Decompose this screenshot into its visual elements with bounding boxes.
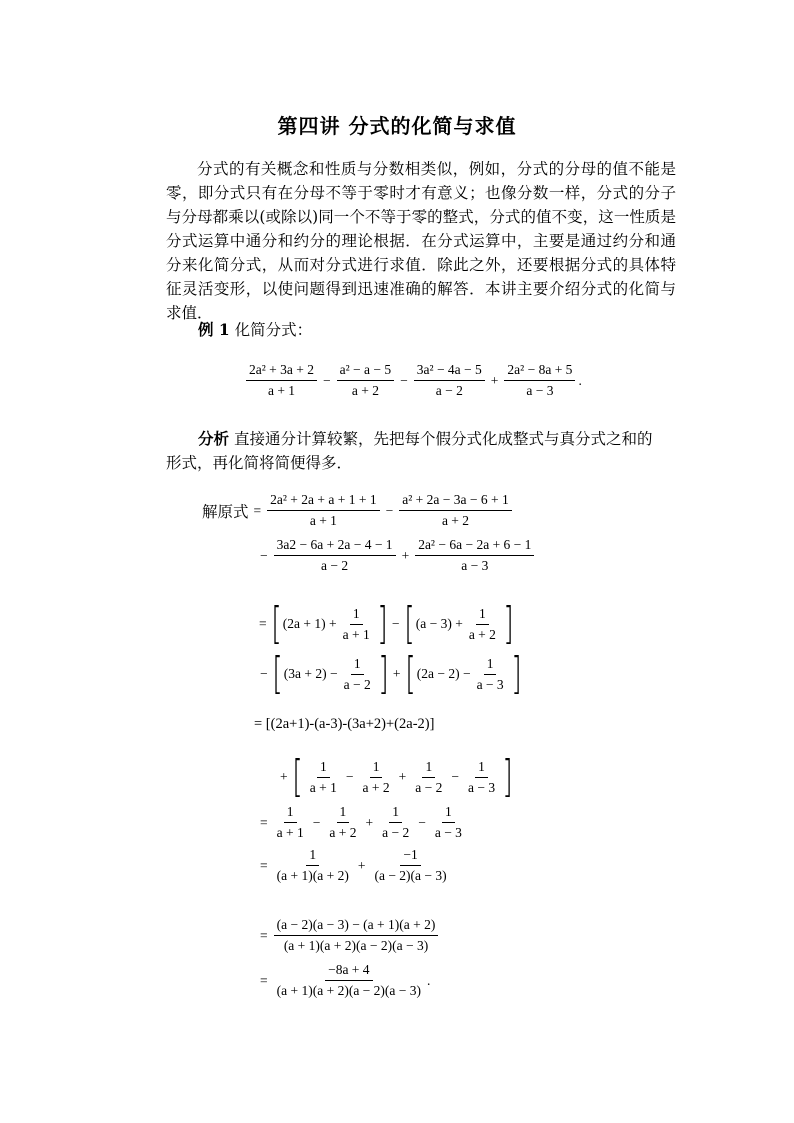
fraction: $\frac{-8a + 4}{(a + 1)(a + 2)(a - 2)(a - 3)}$: [276, 962, 422, 998]
example-label: 例 1: [198, 320, 230, 339]
solution-step-4: − [ (3a + 2) − $\frac{1}{a - 2}$ ] + [ (2a − 2) − $\frac{1}{a - 3}$ ]: [260, 648, 522, 699]
intro-paragraph: 分式的有关概念和性质与分数相类似，例如，分式的分母的值不能是零，即分式只有在分母不等于零时才有意义；也像分数一样，分式的分子与分母都乘以(或除以)同一个不等于零的整式，分式的值不变，这一性质是分式运算中通分和约分的理论根据．在分式运算中，主要是通过约分和通分来化简分式，从而对分式进行求值．除此之外，还要根据分式的具体特征灵活变形，以使问题得到迅速准确的解答．本讲主要介绍分式的化简与求值．: [166, 160, 676, 322]
left-bracket: [: [272, 648, 283, 699]
fraction: $\frac{1}{(a + 1)(a + 2)}$: [276, 847, 349, 883]
fraction: $\frac{\text{2a² + 2a + a + 1 + 1}}{a + 1}$: [267, 492, 379, 529]
analysis-line-1: 分析 直接通分计算较繁，先把每个假分式化成整式与真分式之和的: [198, 429, 653, 448]
example-heading: [198, 318, 312, 342]
solution-step-1: 解原式 = $\frac{\text{2a² + 2a + a + 1 + 1}}{a + 1}$ − $\frac{\text{a² + 2a − 3a − 6 + 1}}{a + 2}$: [202, 492, 515, 529]
fraction: $\frac{-1}{(a - 2)(a - 3)}$: [374, 847, 447, 883]
right-bracket: ]: [503, 598, 514, 649]
analysis-label: 分析: [198, 429, 230, 448]
left-bracket: [: [404, 648, 416, 699]
left-bracket: [: [403, 598, 415, 649]
fraction: $\frac{\text{3a² − 4a − 5}}{a - 2}$: [414, 362, 485, 399]
fraction: $\frac{1}{a - 3}$: [434, 804, 462, 840]
fraction: $\frac{1}{a + 2}$: [468, 605, 496, 642]
left-bracket: [: [292, 751, 303, 802]
fraction: $\frac{\text{2a² + 3a + 2}}{a + 1}$: [246, 362, 317, 399]
lecture-title: 第四讲 分式的化简与求值: [277, 114, 517, 138]
right-bracket: ]: [378, 648, 389, 699]
analysis-line-2: 形式，再化简将简便得多．: [166, 454, 353, 472]
fraction: $\frac{1}{a + 1}$: [309, 758, 337, 795]
right-bracket: ]: [377, 598, 388, 649]
right-bracket: ]: [511, 648, 522, 699]
solution-step-5: = [(2a+1)-(a-3)-(3a+2)+(2a-2)]: [254, 716, 435, 732]
left-bracket: [: [271, 598, 282, 649]
fraction: $\frac{1}{a + 1}$: [276, 804, 304, 840]
fraction: $\frac{1}{a + 2}$: [362, 758, 390, 795]
problem-expression: $\frac{\text{2a² + 3a + 2}}{a + 1}$ − $\frac{\text{a² − a − 5}}{a + 2}$ − $\frac{\text{3a² − 4a − 5}}{a - 2}$ + $\frac{\text{2a² − 8a + 5}}{a - 3}$ .: [243, 362, 582, 399]
fraction: $\frac{1}{a - 3}$: [476, 655, 504, 692]
fraction: $\frac{3a2 - 6a + 2a - 4 - 1}{a - 2}$: [274, 537, 396, 574]
right-bracket: ]: [502, 751, 513, 802]
solution-step-9: = $\frac{(a - 2)(a - 3) - (a + 1)(a + 2)}{(a + 1)(a + 2)(a - 2)(a - 3)}$: [257, 917, 441, 954]
solution-step-7: = $\frac{1}{a + 1}$ − $\frac{1}{a + 2}$ + $\frac{1}{a - 2}$ − $\frac{1}{a - 3}$: [257, 804, 468, 841]
solution-step-3: = [ (2a + 1) + $\frac{1}{a + 1}$ ] − [ (a − 3) + $\frac{1}{a + 2}$ ]: [259, 598, 514, 649]
fraction: $\frac{\text{a² − a − 5}}{a + 2}$: [337, 362, 395, 399]
solution-step-10: = $\frac{-8a + 4}{(a + 1)(a + 2)(a - 2)(a - 3)}$ .: [260, 962, 431, 998]
fraction: $\frac{1}{a - 3}$: [468, 758, 496, 795]
fraction: $\frac{1}{a - 2}$: [382, 804, 410, 840]
solution-step-2: − $\frac{3a2 - 6a + 2a - 4 - 1}{a - 2}$ + $\frac{\text{2a² − 6a − 2a + 6 − 1}}{a - 3}$: [257, 537, 537, 574]
solution-step-6: + [ $\frac{1}{a + 1}$ − $\frac{1}{a + 2}$ + $\frac{1}{a - 2}$ − $\frac{1}{a - 3}$ ]: [280, 751, 513, 802]
fraction: $\frac{\text{2a² − 6a − 2a + 6 − 1}}{a - 3}$: [415, 537, 534, 574]
solution-step-8: = $\frac{1}{(a + 1)(a + 2)}$ + $\frac{-1}{(a - 2)(a - 3)}$: [257, 847, 453, 884]
fraction: $\frac{1}{a + 2}$: [329, 804, 357, 840]
fraction: $\frac{1}{a - 2}$: [343, 655, 371, 692]
fraction: $\frac{(a - 2)(a - 3) - (a + 1)(a + 2)}{(a + 1)(a + 2)(a - 2)(a - 3)}$: [274, 917, 439, 954]
fraction: $\frac{\text{2a² − 8a + 5}}{a - 3}$: [504, 362, 575, 399]
example-text: 化简分式：: [229, 321, 313, 339]
fraction: $\frac{\text{a² + 2a − 3a − 6 + 1}}{a + 2}$: [399, 492, 511, 529]
solution-label: 解原式: [202, 502, 249, 521]
fraction: $\frac{1}{a - 2}$: [415, 758, 443, 795]
fraction: $\frac{1}{a + 1}$: [342, 605, 370, 642]
